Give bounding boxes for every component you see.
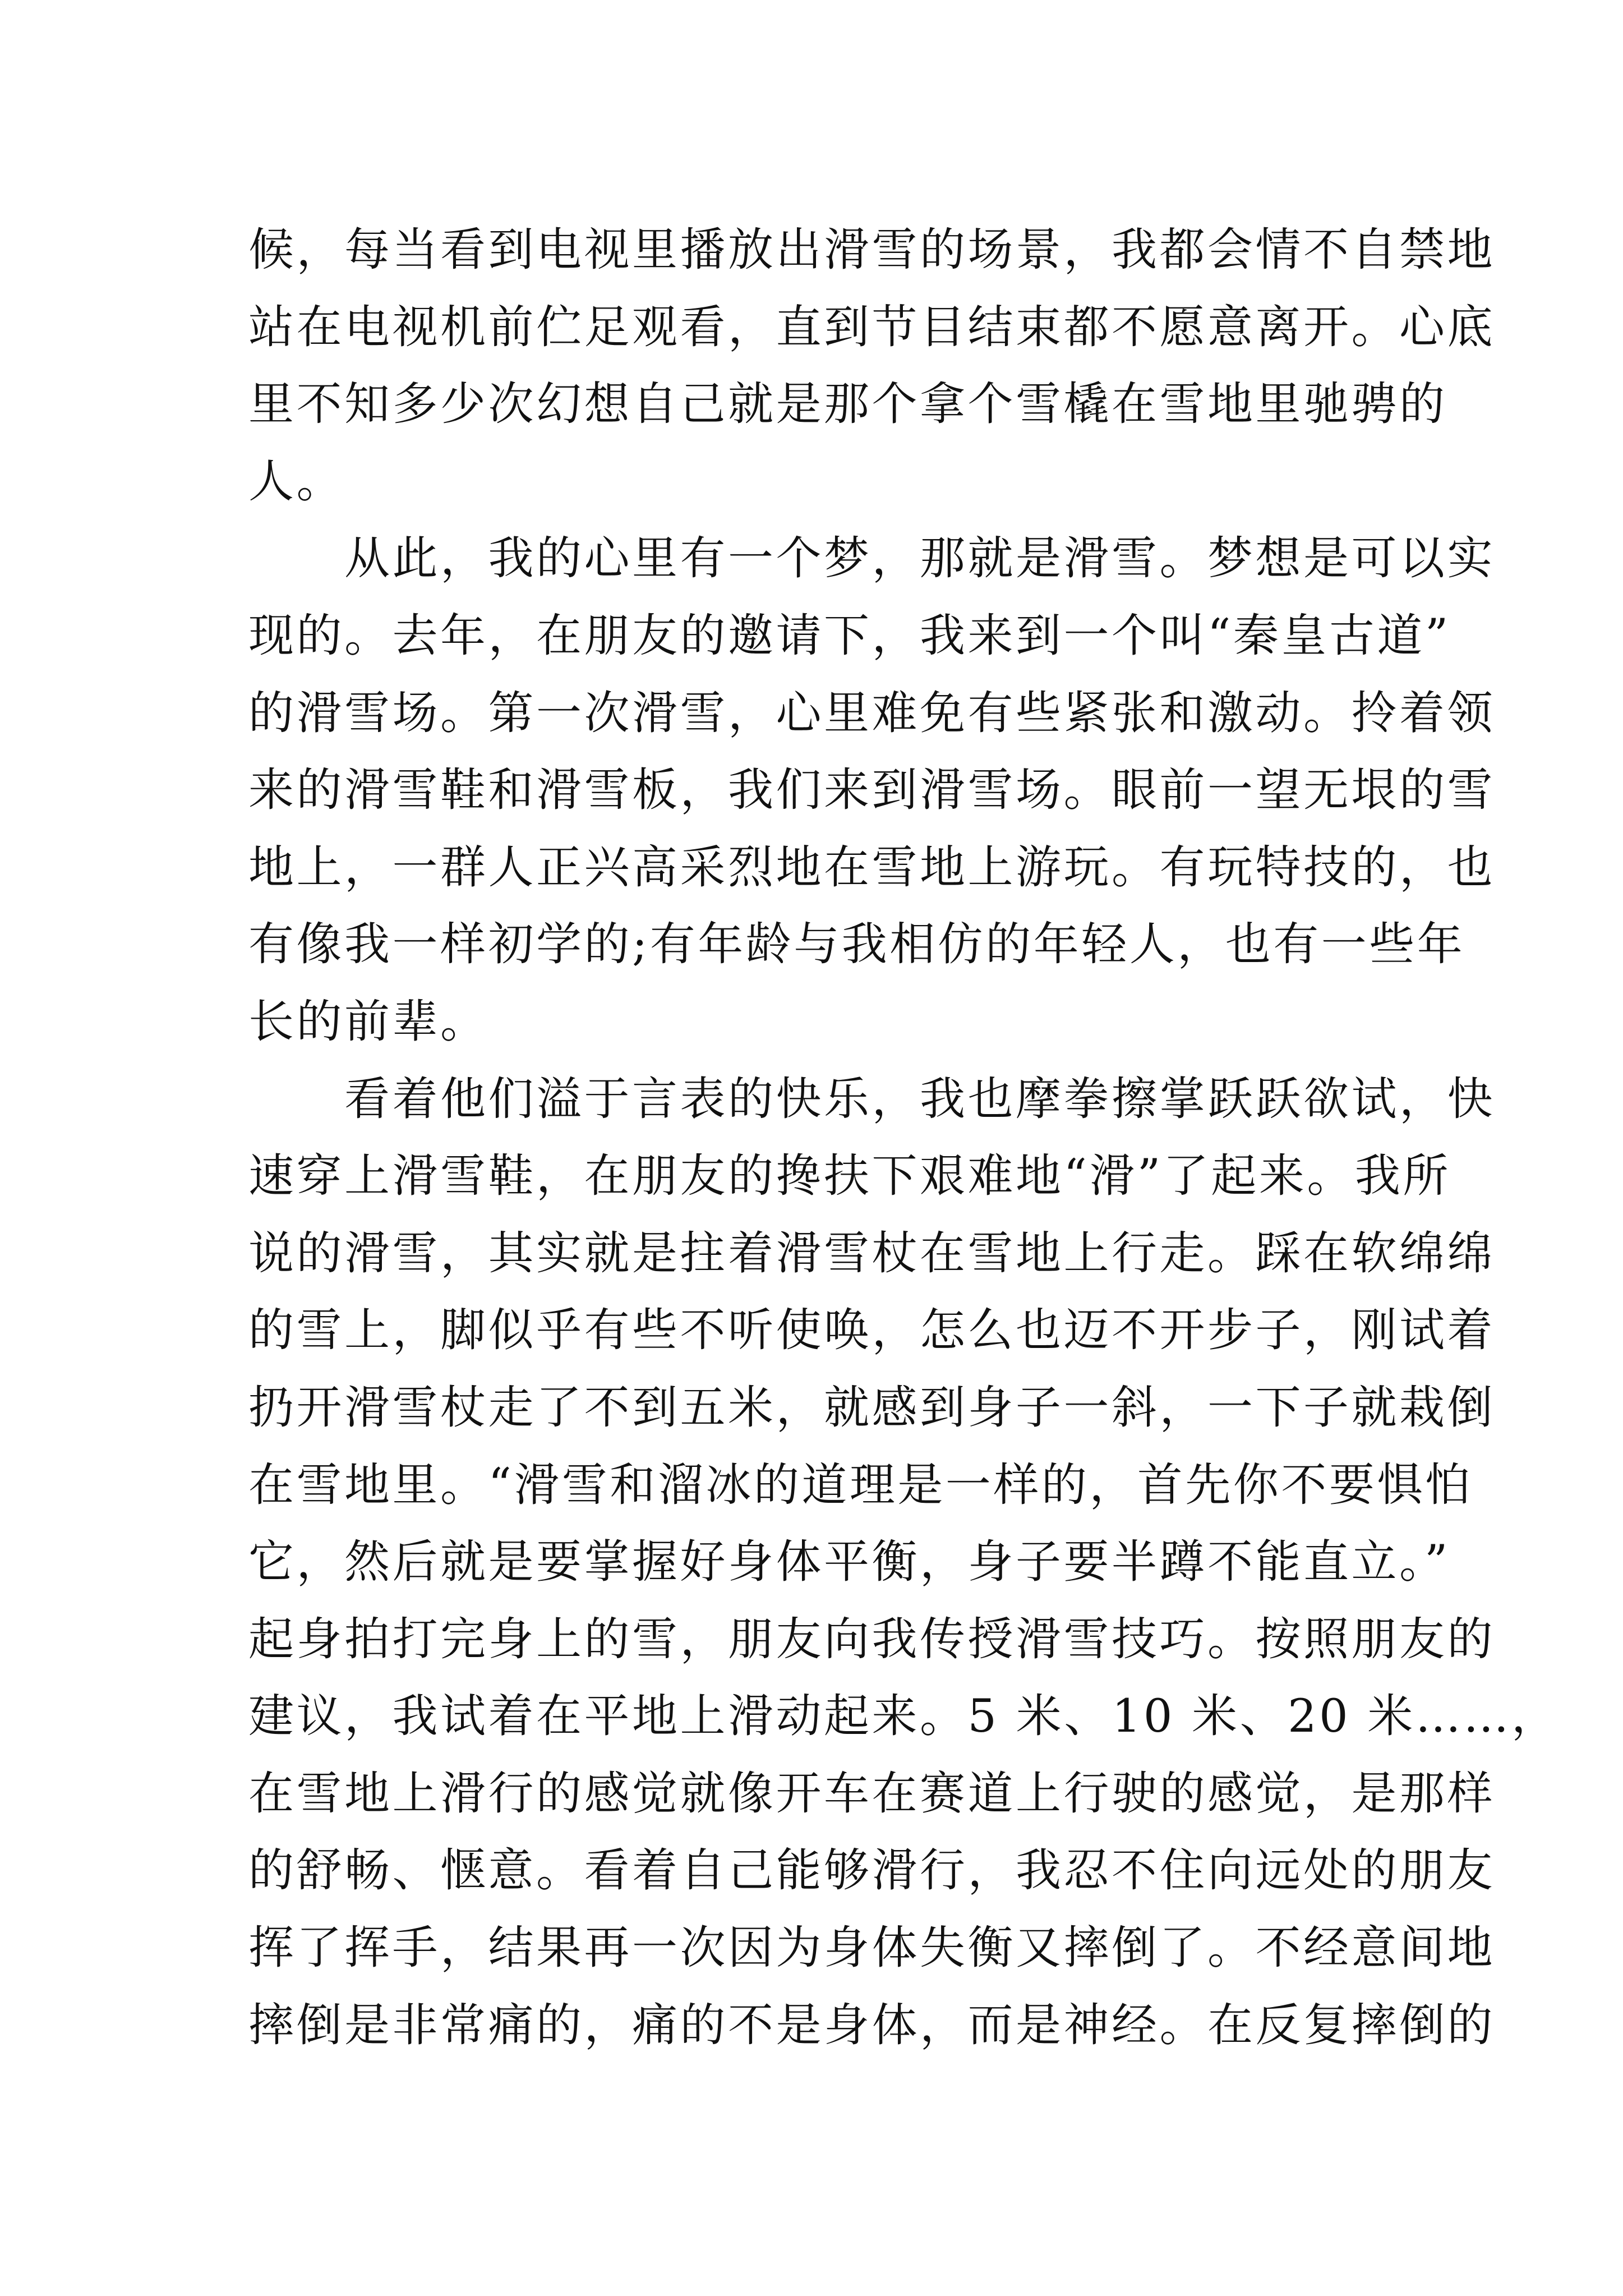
text-line: 长的前辈。 — [248, 995, 488, 1048]
text-line: 起身拍打完身上的雪，朋友向我传授滑雪技巧。按照朋友的 — [248, 1613, 1496, 1666]
text-line: 地上，一群人正兴高采烈地在雪地上游玩。有玩特技的，也 — [248, 841, 1496, 894]
text-line: 说的滑雪，其实就是拄着滑雪杖在雪地上行走。踩在软绵绵 — [248, 1227, 1496, 1280]
text-line: 人。 — [248, 455, 345, 508]
text-line: 的雪上，脚似乎有些不听使唤，怎么也迈不开步子，刚试着 — [248, 1304, 1496, 1358]
text-line: 摔倒是非常痛的，痛的不是身体，而是神经。在反复摔倒的 — [248, 1999, 1496, 2052]
text-line: 有像我一样初学的;有年龄与我相仿的年轻人，也有一些年 — [248, 918, 1465, 972]
text-line: 的滑雪场。第一次滑雪，心里难免有些紧张和激动。拎着领 — [248, 687, 1496, 740]
text-line: 在雪地里。“滑雪和溜冰的道理是一样的，首先你不要惧怕 — [248, 1458, 1473, 1512]
text-line: 在雪地上滑行的感觉就像开车在赛道上行驶的感觉，是那样 — [248, 1767, 1496, 1820]
text-line: 挥了挥手，结果再一次因为身体失衡又摔倒了。不经意间地 — [248, 1922, 1496, 1975]
paragraph — [248, 1061, 1560, 2065]
text-line: 现的。去年，在朋友的邀请下，我来到一个叫“秦皇古道” — [248, 609, 1451, 662]
text-line: 扔开滑雪杖走了不到五米，就感到身子一斜，一下子就栽倒 — [248, 1381, 1496, 1434]
text-line: 里不知多少次幻想自己就是那个拿个雪橇在雪地里驰骋的 — [248, 378, 1447, 431]
text-line: 站在电视机前伫足观看，直到节目结束都不愿意离开。心底 — [248, 301, 1496, 354]
text-line: 来的滑雪鞋和滑雪板，我们来到滑雪场。眼前一望无垠的雪 — [248, 764, 1496, 817]
text-line: 建议，我试着在平地上滑动起来。5 米、10 米、20 米……， — [248, 1690, 1560, 1743]
paragraph — [248, 212, 1496, 521]
body-text — [248, 212, 1560, 2064]
text-line: 候，每当看到电视里播放出滑雪的场景，我都会情不自禁地 — [248, 224, 1496, 277]
text-line: 速穿上滑雪鞋，在朋友的搀扶下艰难地“滑”了起来。我所 — [248, 1150, 1451, 1203]
text-line: 它，然后就是要掌握好身体平衡，身子要半蹲不能直立。” — [248, 1536, 1450, 1589]
paragraph — [248, 521, 1496, 1061]
text-line: 看着他们溢于言表的快乐，我也摩拳擦掌跃跃欲试，快 — [344, 1073, 1496, 1126]
text-line: 的舒畅、惬意。看着自己能够滑行，我忍不住向远处的朋友 — [248, 1844, 1496, 1898]
text-line: 从此，我的心里有一个梦，那就是滑雪。梦想是可以实 — [344, 532, 1496, 586]
